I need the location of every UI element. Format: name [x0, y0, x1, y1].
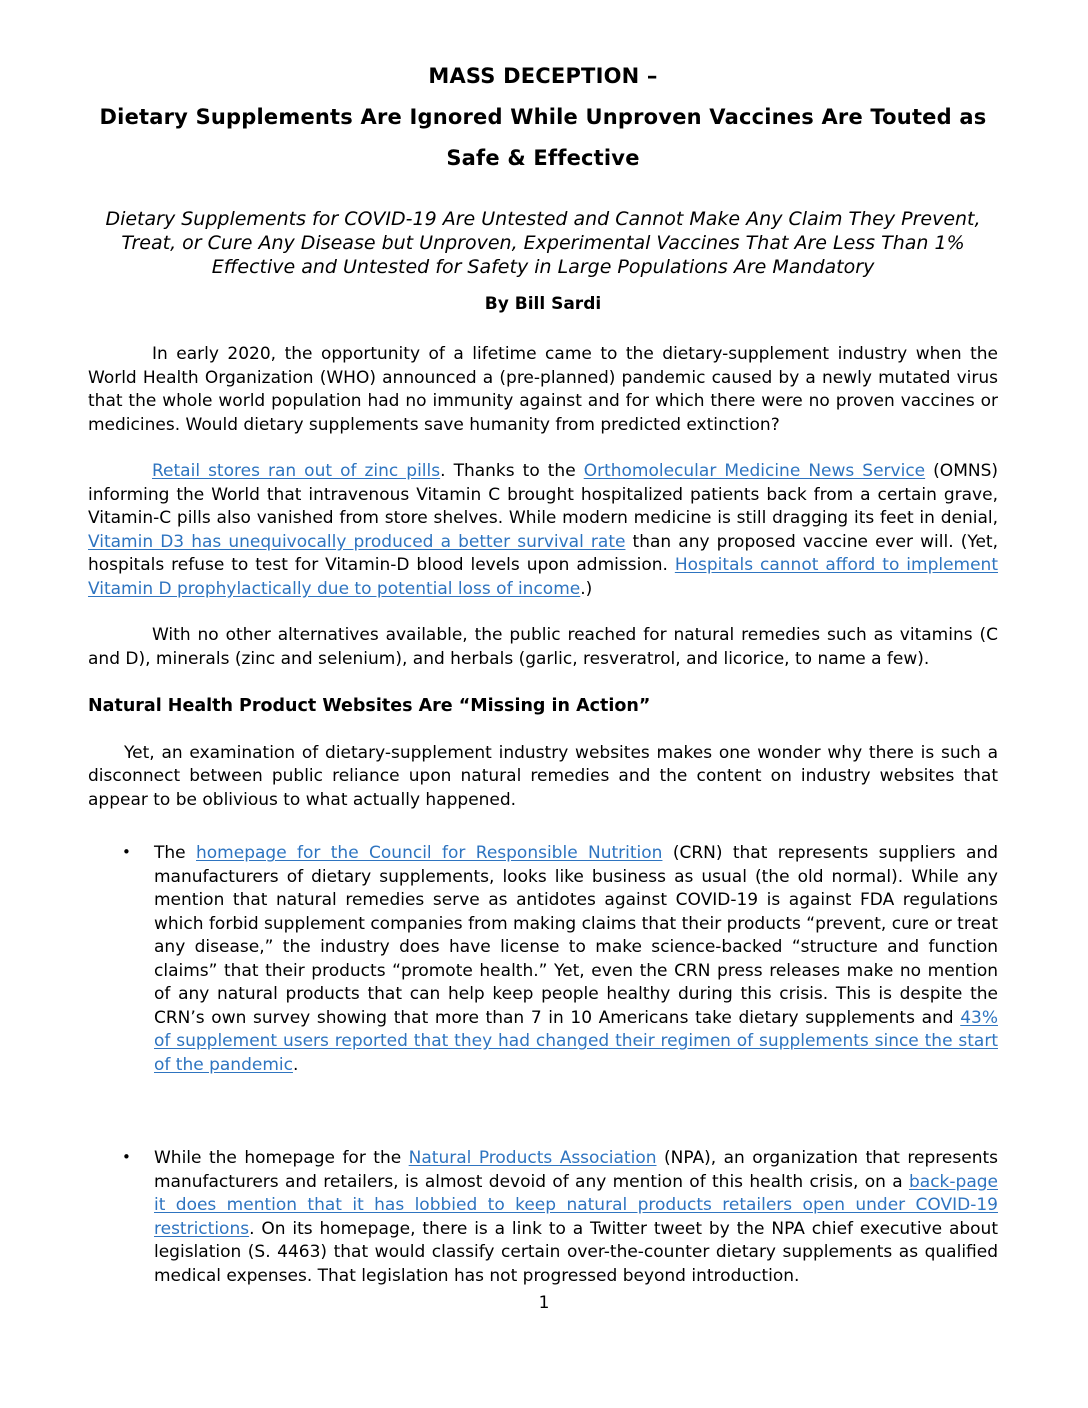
- text-run: With no other alternatives available, the public reached for natural remedies such as vitamins (C and D), minerals (zinc and selenium), and herbals (garlic, resveratrol, and licorice, to name a few).: [88, 625, 998, 669]
- document-title-line-2: Dietary Supplements Are Ignored While Unproven Vaccines Are Touted as: [99, 105, 987, 129]
- text-run: The: [154, 843, 196, 863]
- document-subtitle: Dietary Supplements for COVID-19 Are Untested and Cannot Make Any Claim They Prevent, Treat, or Cure Any Disease but Unproven, Experimental Vaccines That Are Less Than 1% Effective and Untested for Safety in Large Populations Are Mandatory: [105, 208, 981, 278]
- text-run: (CRN) that represents suppliers and manufacturers of dietary supplements, looks like business as usual (the old normal). While any mention that natural remedies serve as antidotes against COVID-19 is against FDA regulations which forbid supplement companies from making claims that their products “prevent, cure or treat any disease,” the industry does have license to make science-backed “structure and function claims” that their products “promote health.” Yet, even the CRN press releases make no mention of any natural products that can help keep people healthy during this crisis. This is despite the CRN’s own survey showing that more than 7 in 10 Americans take dietary supplements and: [154, 843, 998, 1028]
- text-run: .): [580, 578, 593, 599]
- document-body: [88, 343, 998, 1288]
- paragraph-website-examination: [88, 742, 998, 813]
- inline-hyperlink[interactable]: Retail stores ran out of zinc pills: [152, 461, 441, 481]
- text-run: .: [292, 1054, 299, 1075]
- text-run: While the homepage for the: [154, 1148, 409, 1168]
- section-heading-missing-in-action: Natural Health Product Websites Are “Missing in Action”: [88, 696, 651, 716]
- paragraph-intro: [88, 343, 998, 437]
- text-run: (NPA), an organization that represents manufacturers and retailers, is almost devoid of any mention of this health crisis, on a: [154, 1148, 998, 1192]
- document-title-line-3: Safe & Effective: [446, 146, 640, 170]
- inline-hyperlink[interactable]: homepage for the Council for Responsible Nutrition: [196, 843, 663, 863]
- text-run: than any proposed vaccine ever will. (Yet, hospitals refuse to test for Vitamin-D blood levels upon admission.: [88, 531, 998, 575]
- inline-hyperlink[interactable]: Vitamin D3 has unequivocally produced a better survival rate: [88, 531, 626, 552]
- bullet-item-crn: [154, 842, 998, 1077]
- text-run: In early 2020, the opportunity of a lifetime came to the dietary-supplement industry when the World Health Organization (WHO) announced a (pre-planned) pandemic caused by a newly mutated virus that the whole world population had no immunity against and for which there were no proven vaccines or medicines. Would dietary supplements save humanity from predicted extinction?: [88, 344, 998, 435]
- bullet-list: [88, 842, 998, 1288]
- inline-hyperlink[interactable]: Orthomolecular Medicine News Service: [583, 461, 926, 481]
- paragraph-zinc-vitamin: [88, 460, 998, 601]
- document-header: [88, 56, 998, 316]
- bullet-item-npa: [154, 1147, 998, 1288]
- text-run: (OMNS) informing the World that intravenous Vitamin C brought hospitalized patients back from a certain grave, Vitamin-C pills also vanished from store shelves. While modern medicine is still dragging its feet in denial,: [88, 461, 998, 528]
- inline-hyperlink[interactable]: Hospitals cannot afford to implement Vitamin D prophylactically due to potential loss of income: [88, 555, 998, 599]
- inline-hyperlink[interactable]: back-page it does mention that it has lobbied to keep natural products retailers open under COVID-19 restrictions: [154, 1171, 998, 1239]
- inline-hyperlink[interactable]: Natural Products Association: [408, 1148, 657, 1168]
- text-run: . On its homepage, there is a link to a Twitter tweet by the NPA chief executive about legislation (S. 4463) that would classify certain over-the-counter dietary supplements as qualified medical expenses. That legislation has not progressed beyond introduction.: [154, 1218, 998, 1286]
- inline-hyperlink[interactable]: 43% of supplement users reported that they had changed their regimen of supplements since the start of the pandemic: [154, 1007, 998, 1075]
- document-title-line-1: MASS DECEPTION –: [428, 64, 658, 88]
- paragraph-natural-remedies: [88, 624, 998, 671]
- text-run: Yet, an examination of dietary-supplement industry websites makes one wonder why there is such a disconnect between public reliance upon natural remedies and the content on industry websites that appear to be oblivious to what actually happened.: [88, 742, 998, 810]
- text-run: . Thanks to the: [440, 461, 584, 481]
- page-number: 1: [538, 1293, 550, 1313]
- author-byline: By Bill Sardi: [484, 294, 602, 314]
